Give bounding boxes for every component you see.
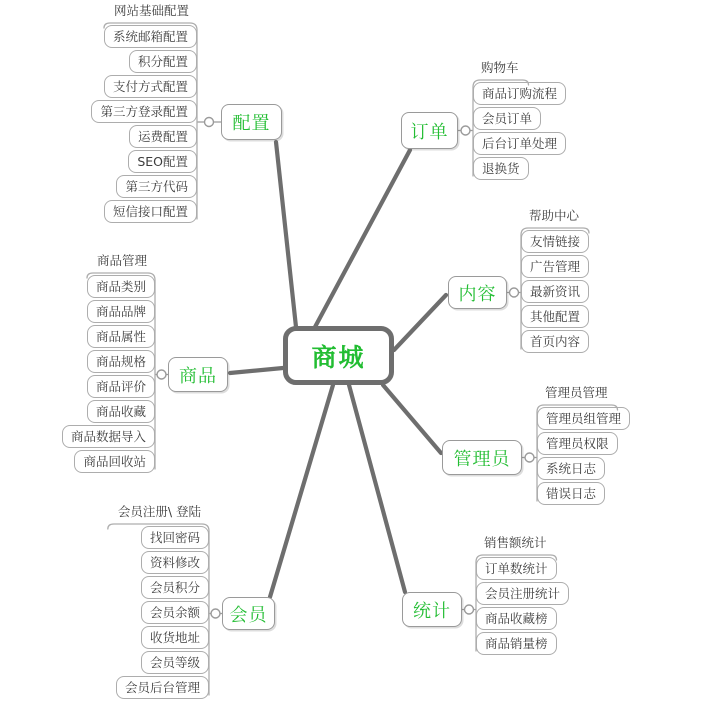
- child-topic[interactable]: 会员等级: [141, 651, 209, 674]
- collapse-toggle[interactable]: [211, 609, 220, 618]
- child-topic[interactable]: 帮助中心: [529, 208, 580, 223]
- child-topic[interactable]: 购物车: [481, 60, 519, 75]
- child-topic[interactable]: 商品管理: [96, 253, 147, 268]
- child-topic[interactable]: 第三方代码: [116, 175, 197, 198]
- child-topic[interactable]: 错误日志: [537, 482, 605, 505]
- collapse-toggle[interactable]: [465, 605, 474, 614]
- collapse-toggle[interactable]: [510, 288, 519, 297]
- child-topic[interactable]: 商品品牌: [87, 300, 155, 323]
- child-topic[interactable]: 商品收藏榜: [476, 607, 557, 630]
- child-topic[interactable]: 商品回收站: [74, 450, 155, 473]
- child-topic[interactable]: 管理员管理: [545, 385, 608, 400]
- child-topic[interactable]: 最新资讯: [521, 280, 589, 303]
- child-topic[interactable]: 会员注册统计: [476, 582, 569, 605]
- central-topic-label: 商城: [311, 342, 366, 372]
- child-topic[interactable]: 商品数据导入: [62, 425, 155, 448]
- branch-label: 会员: [229, 604, 268, 626]
- child-topic[interactable]: 第三方登录配置: [91, 100, 197, 123]
- child-topic[interactable]: 后台订单处理: [473, 132, 566, 155]
- child-topic[interactable]: 商品订购流程: [473, 82, 566, 105]
- branch-node-3[interactable]: [442, 440, 522, 475]
- branch-node-4[interactable]: [402, 592, 462, 627]
- child-topic[interactable]: 其他配置: [521, 305, 589, 328]
- branch-main-line: [230, 368, 283, 373]
- child-topic[interactable]: 商品评价: [87, 375, 155, 398]
- collapse-toggle[interactable]: [205, 118, 214, 127]
- child-topic[interactable]: 友情链接: [521, 230, 589, 253]
- child-topic[interactable]: 管理员组管理: [537, 407, 630, 430]
- collapse-toggle[interactable]: [157, 370, 166, 379]
- child-topic[interactable]: 销售额统计: [484, 535, 547, 550]
- central-topic[interactable]: [283, 326, 394, 385]
- child-topic[interactable]: 订单数统计: [476, 557, 557, 580]
- child-topic[interactable]: 会员订单: [473, 107, 541, 130]
- branch-label: 统计: [413, 600, 451, 622]
- child-topic[interactable]: 会员后台管理: [116, 676, 209, 699]
- child-topic[interactable]: 短信接口配置: [104, 200, 197, 223]
- branch-label: 订单: [410, 121, 449, 143]
- branch-node-1[interactable]: [401, 112, 458, 149]
- child-topic[interactable]: 会员余额: [141, 601, 209, 624]
- branch-node-0[interactable]: [221, 104, 282, 140]
- child-topic[interactable]: 找回密码: [141, 526, 209, 549]
- branch-main-line: [276, 142, 296, 327]
- child-topic[interactable]: 商品规格: [87, 350, 155, 373]
- child-topic[interactable]: 管理员权限: [537, 432, 618, 455]
- child-topic[interactable]: 商品类别: [87, 275, 155, 298]
- child-topic[interactable]: 会员注册\ 登陆: [117, 504, 201, 519]
- child-topic[interactable]: 积分配置: [129, 50, 197, 73]
- branch-main-line: [315, 150, 410, 327]
- branch-main-line: [270, 385, 333, 597]
- child-topic[interactable]: 商品销量榜: [476, 632, 557, 655]
- branch-label: 管理员: [453, 448, 511, 470]
- child-topic[interactable]: 系统日志: [537, 457, 605, 480]
- branch-main-line: [383, 385, 441, 453]
- child-topic[interactable]: 商品属性: [87, 325, 155, 348]
- child-topic[interactable]: 系统邮箱配置: [104, 25, 197, 48]
- branch-main-line: [394, 295, 446, 350]
- branch-node-5[interactable]: [168, 357, 228, 392]
- child-topic[interactable]: 退换货: [473, 157, 529, 180]
- child-topic[interactable]: 支付方式配置: [104, 75, 197, 98]
- child-topic[interactable]: SEO配置: [128, 150, 197, 173]
- child-topic[interactable]: 广告管理: [521, 255, 589, 278]
- branch-main-line: [349, 385, 405, 592]
- branch-label: 内容: [458, 283, 497, 305]
- collapse-toggle[interactable]: [525, 453, 534, 462]
- branch-label: 商品: [179, 365, 217, 387]
- branch-node-2[interactable]: [448, 276, 507, 309]
- branch-label: 配置: [232, 113, 271, 134]
- child-topic[interactable]: 资料修改: [141, 551, 209, 574]
- child-topic[interactable]: 首页内容: [521, 330, 589, 353]
- branch-node-6[interactable]: [222, 597, 275, 630]
- child-topic[interactable]: 运费配置: [129, 125, 197, 148]
- child-topic[interactable]: 会员积分: [141, 576, 209, 599]
- child-topic[interactable]: 网站基础配置: [113, 3, 189, 18]
- collapse-toggle[interactable]: [461, 126, 470, 135]
- child-topic[interactable]: 收货地址: [141, 626, 209, 649]
- child-topic[interactable]: 商品收藏: [87, 400, 155, 423]
